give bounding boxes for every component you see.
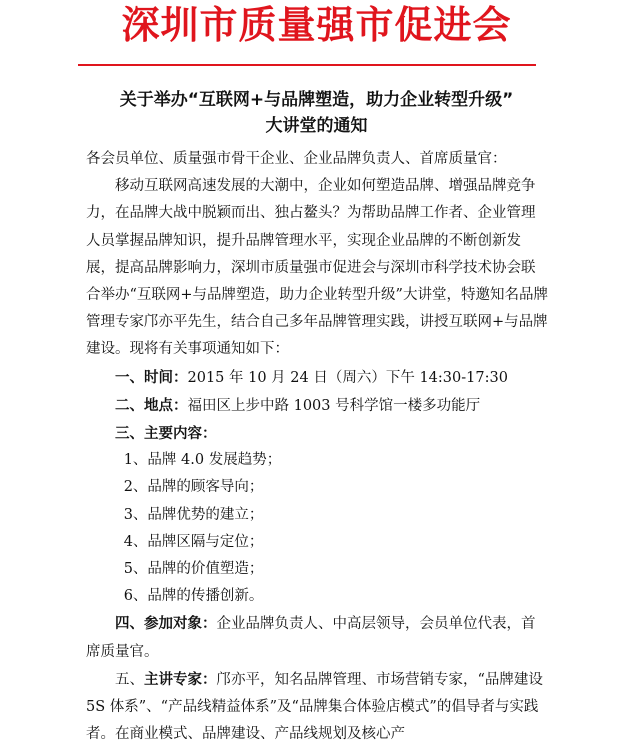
salutation: 各会员单位、质量强市骨干企业、企业品牌负责人、首席质量官： bbox=[86, 151, 507, 167]
section-audience-label: 四、参加对象： bbox=[115, 615, 217, 633]
section-time-label: 一、时间： bbox=[115, 368, 188, 386]
content-list-item: 6、品牌的传播创新。 bbox=[123, 588, 264, 605]
section-audience bbox=[86, 610, 548, 665]
content-list-item: 4、品牌区隔与定位； bbox=[123, 533, 264, 550]
content-list-item: 3、品牌优势的建立； bbox=[123, 506, 264, 523]
intro-paragraph: 移动互联网高速发展的大潮中，企业如何塑造品牌、增强品牌竞争力，在品牌大战中脱颖而出、独占鳌头？为帮助品牌工作者、企业管理人员掌握品牌知识，提升品牌管理水平，实现企业品牌的不断创新发展，提高品牌影响力，深圳市质量强市促进会与深圳市科学技术协会联合举办“互联网+与品牌塑造，助力企业转型升级”大讲堂，特邀知名品牌管理专家邝亦平先生，结合自己多年品牌管理实践，讲授互联网+与品牌建设。现将有关事项通知如下： bbox=[86, 178, 548, 358]
notice-body bbox=[86, 146, 548, 748]
content-list-item: 2、品牌的顾客导向； bbox=[123, 479, 264, 496]
section-time bbox=[86, 364, 548, 392]
section-speaker-label: 主讲专家： bbox=[144, 670, 217, 688]
section-content-label: 三、主要内容： bbox=[115, 425, 217, 443]
section-speaker-value: 邝亦平，知名品牌管理、市场营销专家，“品牌建设 5S 体系”、“产品线精益体系”及“品牌集合体验店模式”的倡导者与实践者。在商业模式、品牌建设、产品线规划及核心产 bbox=[86, 671, 543, 743]
notice-title-line-2: 大讲堂的通知 bbox=[265, 116, 368, 136]
header-divider bbox=[78, 64, 536, 66]
section-speaker-prefix: 五、 bbox=[115, 671, 144, 688]
section-time-value: 2015 年 10 月 24 日（周六）下午 14:30-17:30 bbox=[187, 369, 508, 386]
notice-title-line-1: 关于举办“互联网+与品牌塑造，助力企业转型升级” bbox=[119, 90, 514, 110]
content-list-item: 5、品牌的价值塑造； bbox=[123, 561, 264, 578]
section-location bbox=[86, 392, 548, 420]
section-location-value: 福田区上步中路 1003 号科学馆一楼多功能厅 bbox=[187, 397, 481, 414]
section-audience-value: 企业品牌负责人、中高层领导，会员单位代表，首席质量官。 bbox=[86, 616, 536, 660]
content-list-item: 1、品牌 4.0 发展趋势； bbox=[123, 452, 282, 469]
section-speaker bbox=[86, 666, 548, 749]
section-location-label: 二、地点： bbox=[115, 396, 188, 414]
organization-letterhead: 深圳市质量强市促进会 bbox=[121, 3, 512, 47]
